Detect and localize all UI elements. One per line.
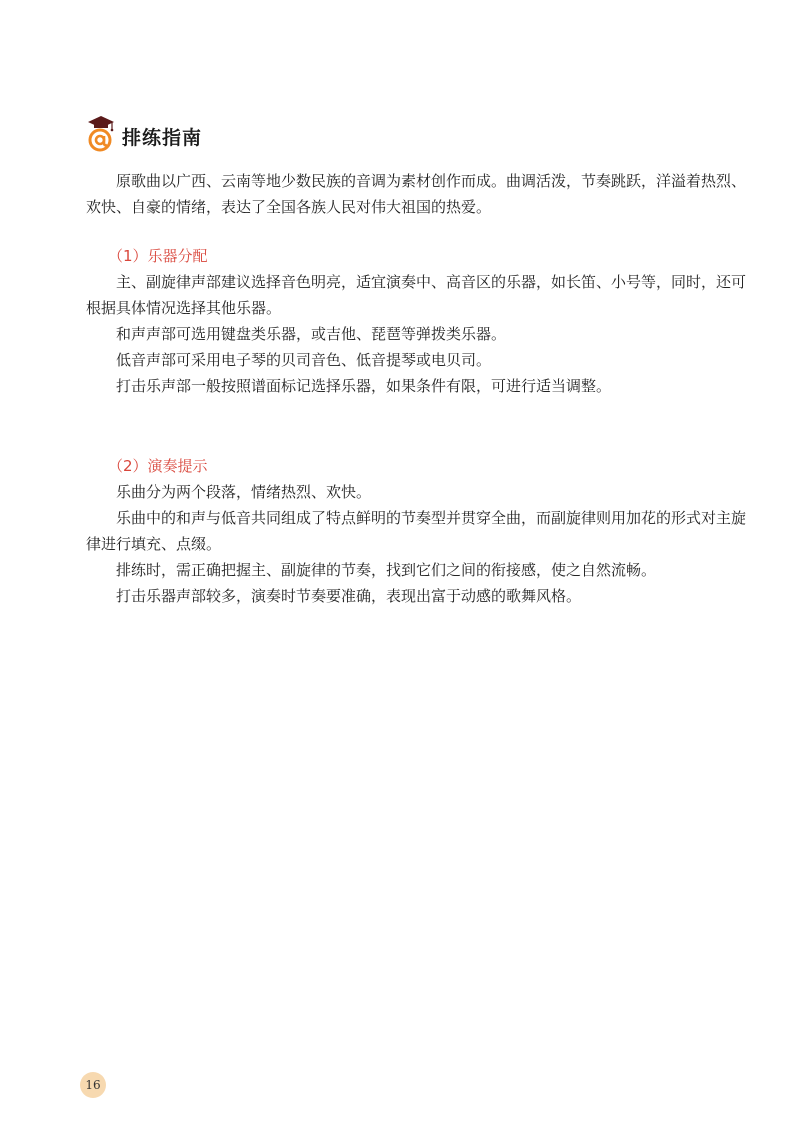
paragraph: 排练时，需正确把握主、副旋律的节奏，找到它们之间的衔接感，使之自然流畅。 [116,561,657,579]
page-number [80,1072,106,1098]
section-title-instrument-allocation: （1）乐器分配 [108,247,208,265]
paragraph: 低音声部可采用电子琴的贝司音色、低音提琴或电贝司。 [116,351,492,369]
paragraph: 打击乐声部一般按照谱面标记选择乐器，如果条件有限，可进行适当调整。 [116,377,612,395]
paragraph: 打击乐器声部较多，演奏时节奏要准确，表现出富于动感的歌舞风格。 [116,587,582,605]
page-title: 排练指南 [122,126,203,149]
paragraph: 和声声部可选用键盘类乐器，或吉他、琵琶等弹拨类乐器。 [116,325,507,343]
paragraph: 乐曲分为两个段落，情绪热烈、欢快。 [116,483,372,501]
page-number-label: 16 [85,1078,101,1092]
section-title-performance-tips: （2）演奏提示 [108,457,208,475]
paragraph: 主、副旋律声部建议选择音色明亮，适宜演奏中、高音区的乐器，如长笛、小号等，同时，还可根据具体情况选择其他乐器。 [86,273,747,317]
intro-paragraph: 原歌曲以广西、云南等地少数民族的音调为素材创作而成。曲调活泼，节奏跳跃，洋溢着热烈、欢快、自豪的情绪，表达了全国各族人民对伟大祖国的热爱。 [86,172,747,216]
paragraph: 乐曲中的和声与低音共同组成了特点鲜明的节奏型并贯穿全曲，而副旋律则用加花的形式对主旋律进行填充、点缀。 [86,509,747,553]
at-graduation-cap-icon [86,112,116,152]
section-heading [86,110,202,154]
